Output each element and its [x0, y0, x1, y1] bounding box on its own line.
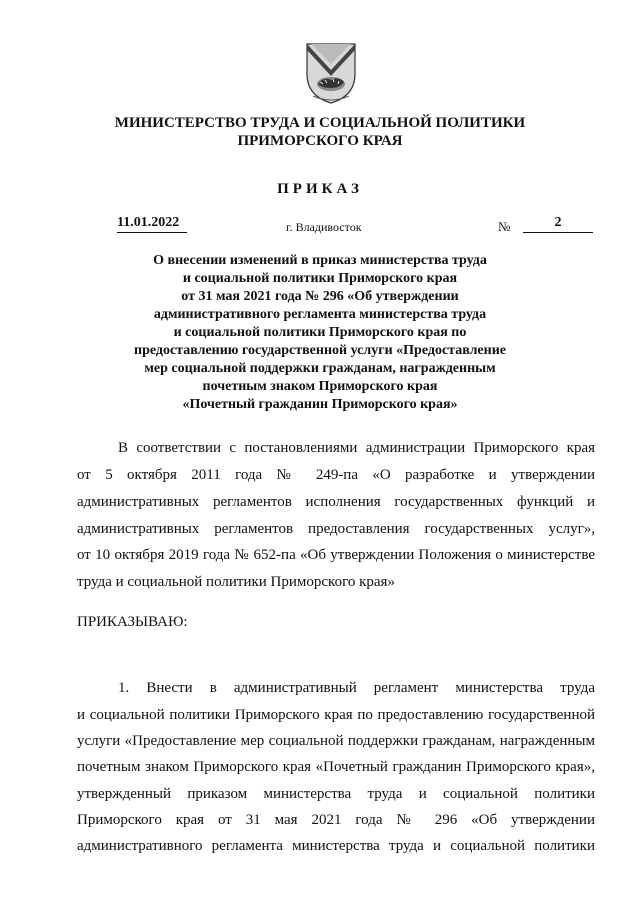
preamble-line: от 10 октября 2019 года № 652-па «Об утверждении Положения о министерстве	[77, 547, 595, 563]
subject-line: от 31 мая 2021 года № 296 «Об утверждении	[181, 289, 459, 304]
subject-line: и социальной политики Приморского края	[182, 271, 458, 286]
subject-line: мер социальной поддержки гражданам, награжденным	[144, 361, 496, 376]
coat-of-arms-icon	[303, 40, 359, 106]
item1-line: утвержденный приказом министерства труда и социальной политики	[77, 786, 595, 802]
item1-line: административного регламента министерства труда и социальной политики	[77, 838, 595, 854]
preamble-line: административных регламентов исполнения государственных функций и	[77, 494, 595, 510]
document-city: г. Владивосток	[286, 220, 362, 234]
subject-line: предоставлению государственной услуги «Предоставление	[134, 343, 506, 358]
ministry-name-line1: МИНИСТЕРСТВО ТРУДА И СОЦИАЛЬНОЙ ПОЛИТИКИ	[114, 115, 526, 131]
preamble-line: В соответствии с постановлениями администрации Приморского края	[118, 440, 595, 456]
document-number: 2	[523, 215, 593, 233]
document-type: ПРИКАЗ	[277, 181, 363, 197]
item1-line: почетным знаком Приморского края «Почетный гражданин Приморского края»,	[77, 759, 595, 775]
document-subject	[0, 252, 640, 414]
item1-line: 1. Внести в административный регламент министерства труда	[118, 680, 595, 696]
document-date: 11.01.2022	[117, 215, 187, 233]
item1-line: Приморского края от 31 мая 2021 года № 296 «Об утверждении	[77, 812, 595, 828]
preamble-line: от 5 октября 2011 года № 249-па «О разработке и утверждении	[77, 467, 595, 483]
subject-line: административного регламента министерства труда	[153, 307, 487, 322]
preamble-line: административных регламентов предоставления государственных услуг»,	[77, 521, 595, 537]
subject-line: и социальной политики Приморского края по	[173, 325, 467, 340]
number-sign: №	[498, 219, 511, 234]
item1-line: услуги «Предоставление мер социальной поддержки гражданам, награжденным	[77, 733, 595, 749]
item1-line: и социальной политики Приморского края по предоставлению государственной	[77, 707, 595, 723]
subject-line: почетным знаком Приморского края	[202, 379, 438, 394]
ministry-name-line2: ПРИМОРСКОГО КРАЯ	[237, 133, 403, 149]
preamble-line: труда и социальной политики Приморского края»	[77, 574, 395, 590]
subject-line: О внесении изменений в приказ министерства труда	[153, 253, 487, 268]
subject-line: «Почетный гражданин Приморского края»	[182, 397, 458, 412]
order-word: ПРИКАЗЫВАЮ:	[77, 614, 188, 630]
